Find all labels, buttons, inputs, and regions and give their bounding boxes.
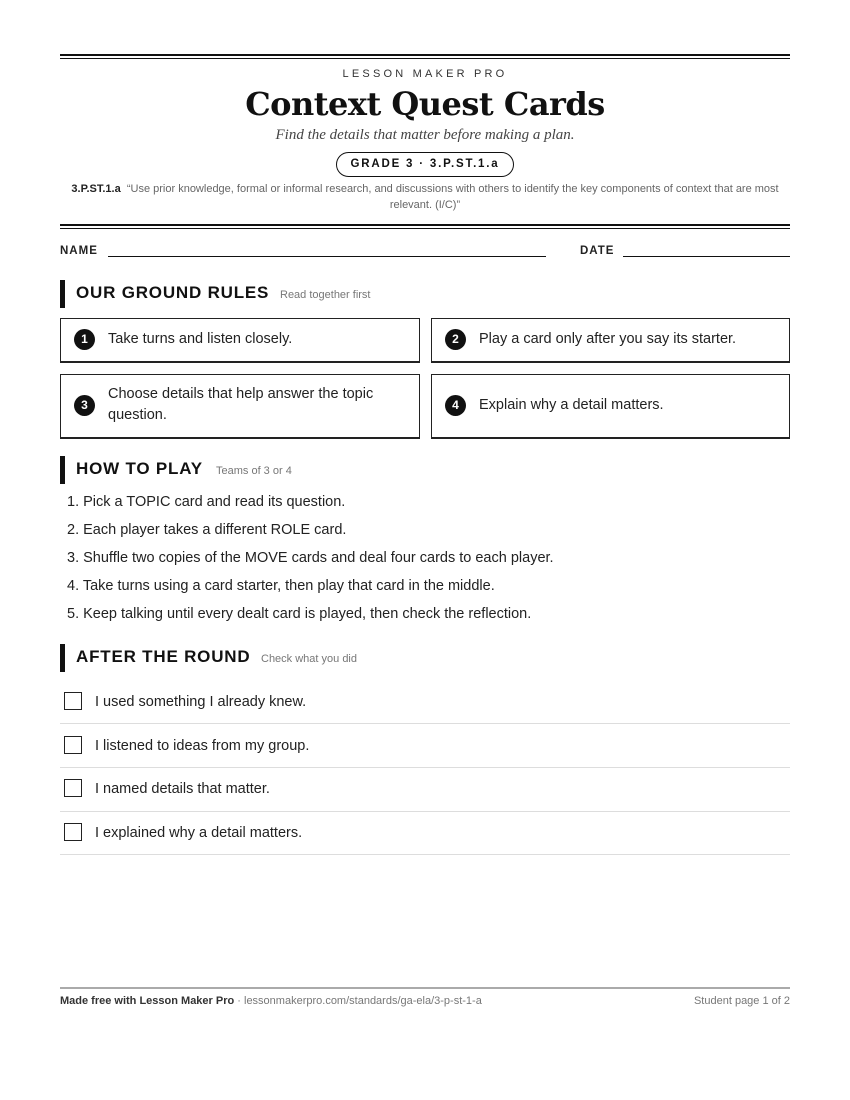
checklist-row: [60, 680, 790, 724]
ground-rule-card: [60, 374, 420, 439]
ground-rule-text: Take turns and listen closely.: [108, 331, 293, 347]
ground-rule-text: Play a card only after you say its starter.: [479, 331, 737, 347]
page-footer: [60, 995, 790, 1007]
checklist-label: I explained why a detail matters.: [95, 825, 303, 841]
grade-badge: GRADE 3 · 3.P.ST.1.a: [336, 152, 515, 177]
reflection-checkbox[interactable]: [64, 823, 82, 841]
footer-url[interactable]: lessonmakerpro.com/standards/ga-ela/3-p-st-1-a: [244, 995, 482, 1007]
list-item: 4. Take turns using a card starter, then play that card in the middle.: [67, 578, 495, 594]
date-label: DATE: [580, 245, 615, 257]
footer-credit: Made free with Lesson Maker Pro: [60, 995, 235, 1007]
standard-text: “Use prior knowledge, formal or informal research, and discussions with others to identify the key components of context that are most relevant. (I/C)”: [126, 183, 779, 211]
grade-badge-wrap: [60, 152, 790, 177]
section-accent-bar: [60, 456, 65, 484]
reflection-checkbox[interactable]: [64, 736, 82, 754]
reflection-checkbox[interactable]: [64, 692, 82, 710]
checklist-row: [60, 768, 790, 812]
page-number: Student page 1 of 2: [693, 995, 790, 1007]
section-accent-bar: [60, 644, 65, 672]
rule-number-badge: 2: [445, 329, 466, 350]
ground-rules-section-header: [60, 280, 790, 308]
after-round-section-header: [60, 644, 790, 672]
how-to-play-section-header: [60, 456, 790, 484]
list-item: 3. Shuffle two copies of the MOVE cards and deal four cards to each player.: [67, 550, 554, 566]
ground-rule-card: [60, 318, 420, 363]
name-date-row: [60, 244, 790, 260]
header-bottom-rule: [60, 224, 790, 229]
date-field[interactable]: [623, 256, 790, 257]
ground-rule-text: Explain why a detail matters.: [479, 397, 664, 413]
after-round-hint: Check what you did: [261, 653, 357, 665]
brand-name: LESSON MAKER PRO: [342, 68, 508, 80]
name-label: NAME: [60, 245, 98, 257]
name-field[interactable]: [108, 256, 546, 257]
footer-rule: [60, 987, 790, 989]
ground-rules-hint: Read together first: [280, 289, 371, 301]
checklist-label: I named details that matter.: [95, 781, 270, 797]
how-to-play-steps: [67, 490, 787, 630]
section-accent-bar: [60, 280, 65, 308]
checklist-row: [60, 724, 790, 768]
rule-number-badge: 1: [74, 329, 95, 350]
page-title: Context Quest Cards: [245, 85, 605, 123]
standard-description: [60, 181, 790, 213]
worksheet-page: [60, 0, 790, 1100]
rule-number-badge: 3: [74, 395, 95, 416]
page-subtitle: Find the details that matter before making a plan.: [275, 127, 575, 143]
ground-rule-text: Choose details that help answer the topic question.: [108, 386, 374, 423]
list-item: 5. Keep talking until every dealt card is played, then check the reflection.: [67, 606, 532, 622]
footer-separator: ·: [234, 995, 244, 1007]
standard-code: 3.P.ST.1.a: [71, 183, 121, 195]
list-item: 2. Each player takes a different ROLE card.: [67, 522, 347, 538]
checklist-label: I used something I already knew.: [95, 694, 307, 710]
ground-rule-card: [431, 318, 790, 363]
ground-rule-card: [431, 374, 790, 439]
how-to-play-heading: HOW TO PLAY: [76, 459, 203, 478]
rule-number-badge: 4: [445, 395, 466, 416]
checklist-label: I listened to ideas from my group.: [95, 738, 310, 754]
list-item: 1. Pick a TOPIC card and read its question.: [67, 494, 346, 510]
header-top-rule: [60, 54, 790, 59]
reflection-checkbox[interactable]: [64, 779, 82, 797]
after-round-heading: AFTER THE ROUND: [76, 647, 251, 666]
checklist-row: [60, 811, 790, 855]
ground-rules-heading: OUR GROUND RULES: [76, 283, 270, 302]
how-to-play-hint: Teams of 3 or 4: [216, 465, 292, 477]
